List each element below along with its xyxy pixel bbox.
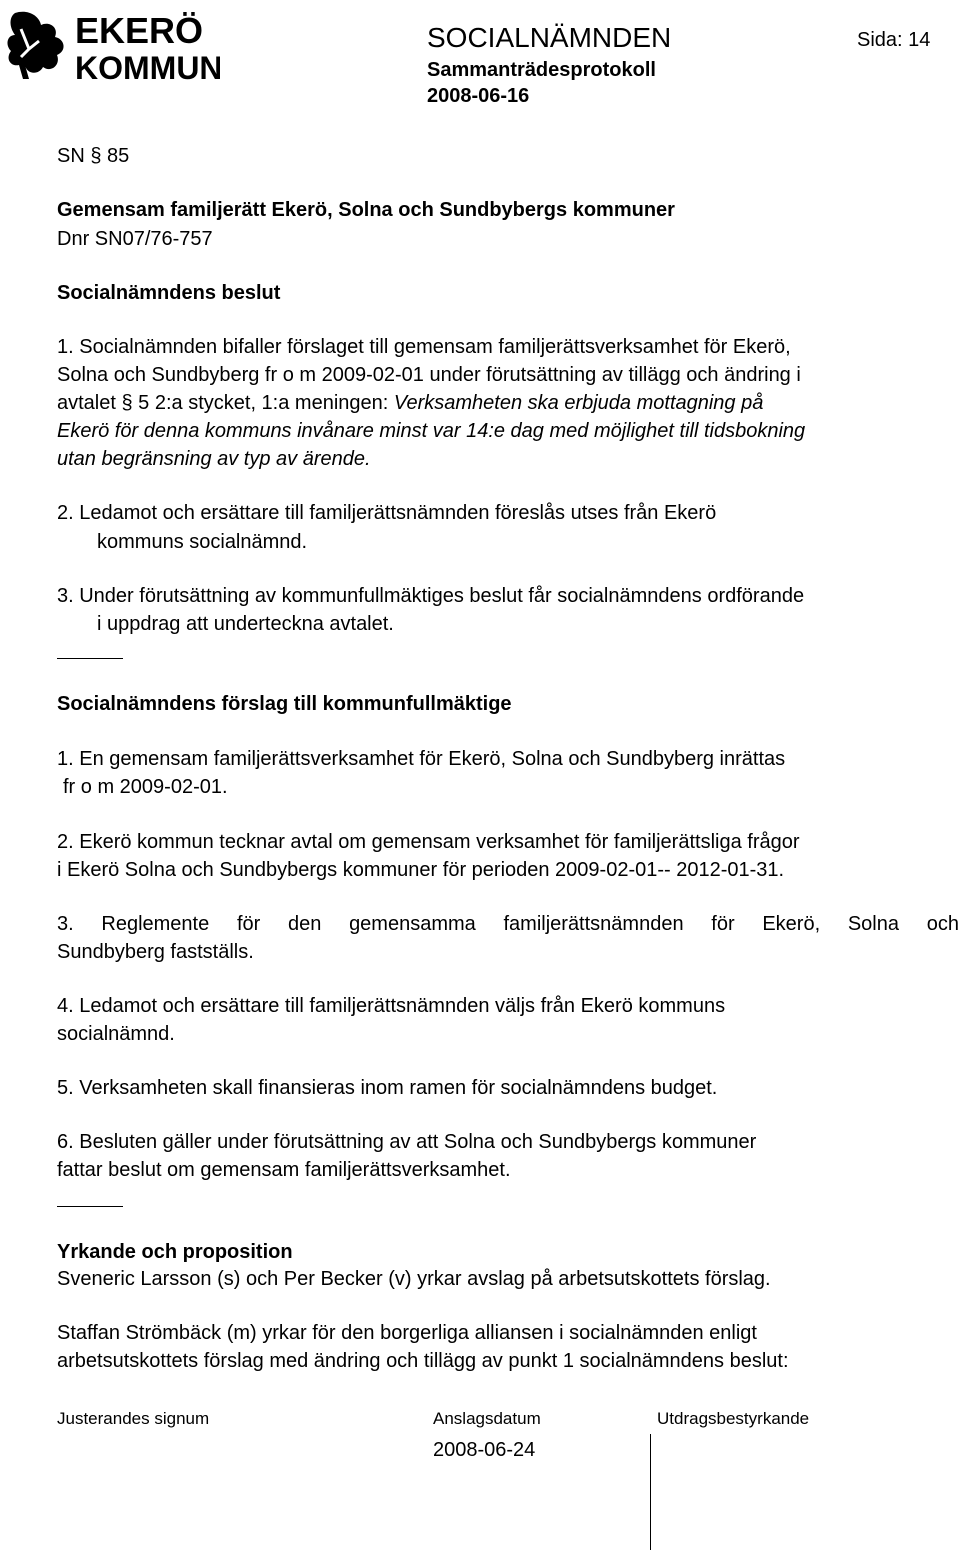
svg-text:EKERÖ: EKERÖ: [75, 10, 204, 51]
forslag-item-6-line-2: fattar beslut om gemensam familjerättsverksamhet.: [57, 1159, 511, 1181]
paragraph-id: SN § 85: [57, 145, 130, 167]
word: gemensamma: [349, 913, 476, 935]
forslag-item-2-line-2: i Ekerö Solna och Sundbybergs kommuner för perioden 2009-02-01-- 2012-01-31.: [57, 859, 785, 881]
word: Solna: [847, 913, 899, 935]
word: familjerättsnämnden: [503, 913, 684, 935]
footer-anslag-label: Anslagsdatum: [433, 1409, 541, 1428]
svg-text:KOMMUN: KOMMUN: [75, 50, 220, 83]
protocol-subtitle: Sammanträdesprotokoll: [427, 59, 656, 81]
beslut-item-3-line-1: 3. Under förutsättning av kommunfullmäktiges beslut får socialnämndens ordförande: [57, 585, 805, 607]
meeting-date: 2008-06-16: [427, 85, 530, 107]
beslut-item-1-line-3-italic: Verksamheten ska erbjuda mottagning på: [393, 392, 764, 414]
forslag-item-1-line-2: fr o m 2009-02-01.: [63, 776, 228, 798]
yrkande-line-2: Staffan Strömbäck (m) yrkar för den borgerliga alliansen i socialnämnden enligt: [57, 1322, 757, 1344]
committee-title: SOCIALNÄMNDEN: [427, 22, 672, 53]
footer-divider: [650, 1434, 651, 1550]
beslut-item-1-line-3: [57, 390, 763, 416]
oak-leaf-icon: [5, 5, 220, 83]
word: 3.: [57, 913, 74, 935]
section-divider: [57, 658, 123, 659]
yrkande-heading: Yrkande och proposition: [57, 1241, 293, 1263]
ekero-logo: [5, 5, 220, 83]
beslut-item-1-line-4: Ekerö för denna kommuns invånare minst var 14:e dag med möjlighet till tidsbokning: [57, 420, 806, 442]
word: Ekerö,: [762, 913, 821, 935]
forslag-item-5-line-1: 5. Verksamheten skall finansieras inom ramen för socialnämndens budget.: [57, 1077, 718, 1099]
word: för: [711, 913, 735, 935]
footer-utdrag-label: Utdragsbestyrkande: [657, 1409, 810, 1428]
forslag-item-4-line-1: 4. Ledamot och ersättare till familjerättsnämnden väljs från Ekerö kommuns: [57, 995, 726, 1017]
word: för: [236, 913, 261, 935]
beslut-item-3-line-2: i uppdrag att underteckna avtalet.: [97, 613, 394, 635]
yrkande-line-1: Sveneric Larsson (s) och Per Becker (v) yrkar avslag på arbetsutskottets förslag.: [57, 1268, 771, 1290]
beslut-item-1-line-3-normal: avtalet § 5 2:a stycket, 1:a meningen:: [57, 392, 394, 414]
footer-signum-label: Justerandes signum: [57, 1409, 210, 1428]
forslag-item-1-line-1: 1. En gemensam familjerättsverksamhet för Ekerö, Solna och Sundbyberg inrättas: [57, 748, 786, 770]
beslut-item-1-line-1: 1. Socialnämnden bifaller förslaget till gemensam familjerättsverksamhet för Ekerö,: [57, 336, 791, 358]
forslag-item-4-line-2: socialnämnd.: [57, 1023, 175, 1045]
yrkande-line-3: arbetsutskottets förslag med ändring och tillägg av punkt 1 socialnämndens beslut:: [57, 1350, 789, 1372]
case-dnr: Dnr SN07/76-757: [57, 228, 213, 250]
forslag-item-3-line-1: [57, 911, 959, 937]
beslut-item-1-line-2: Solna och Sundbyberg fr o m 2009-02-01 under förutsättning av tillägg och ändring i: [57, 364, 801, 386]
word: Reglemente: [101, 913, 210, 935]
forslag-heading: Socialnämndens förslag till kommunfullmäktige: [57, 693, 512, 715]
case-heading: Gemensam familjerätt Ekerö, Solna och Sundbybergs kommuner: [57, 199, 675, 221]
beslut-heading: Socialnämndens beslut: [57, 282, 281, 304]
forslag-item-2-line-1: 2. Ekerö kommun tecknar avtal om gemensam verksamhet för familjerättsliga frågor: [57, 831, 800, 853]
forslag-item-3-line-2: Sundbyberg fastställs.: [57, 941, 254, 963]
word: och: [926, 913, 959, 935]
beslut-item-2-line-1: 2. Ledamot och ersättare till familjerättsnämnden föreslås utses från Ekerö: [57, 502, 717, 524]
beslut-item-1-line-5: utan begränsning av typ av ärende.: [57, 448, 371, 470]
forslag-item-6-line-1: 6. Besluten gäller under förutsättning av att Solna och Sundbybergs kommuner: [57, 1131, 757, 1153]
beslut-item-2-line-2: kommuns socialnämnd.: [97, 531, 308, 553]
page-number: Sida: 14: [857, 29, 931, 51]
section-divider: [57, 1206, 123, 1207]
footer-anslag-date: 2008-06-24: [433, 1439, 536, 1461]
word: den: [287, 913, 322, 935]
